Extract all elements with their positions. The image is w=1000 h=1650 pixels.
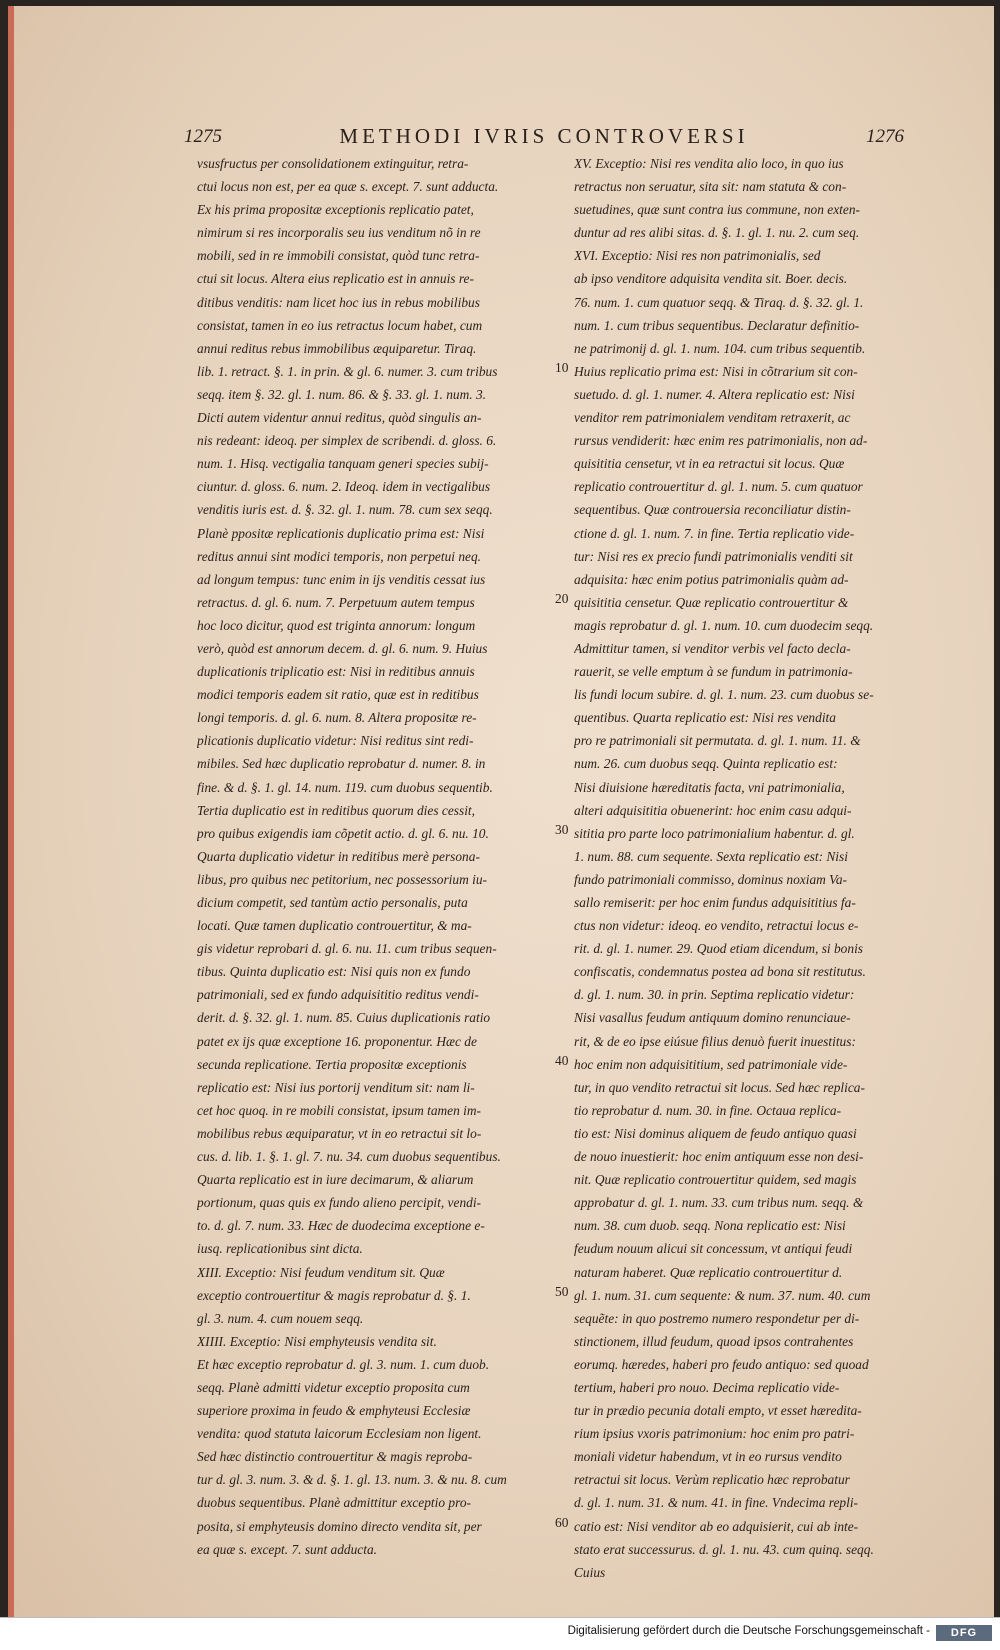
page-number-right: 1276: [866, 126, 904, 147]
text-line: nis redeant: ideoq. per simplex de scribendi. d. gloss. 6.: [197, 433, 497, 449]
text-line: gis videtur reprobari d. gl. 6. nu. 11. cum tribus sequen-: [197, 941, 497, 957]
text-line: quentibus. Quarta replicatio est: Nisi res vendita: [574, 710, 836, 726]
text-line: verò, quòd est annorum decem. d. gl. 6. num. 9. Huius: [197, 640, 488, 656]
text-line: retractui sit locus. Verùm replicatio hæc reprobatur: [574, 1472, 850, 1488]
text-line: feudum nouum alicui sit concessum, vt antiqui feudi: [574, 1241, 853, 1257]
text-line: Quarta duplicatio videtur in reditibus merè persona-: [197, 848, 480, 864]
text-line: mobilibus rebus æquiparatur, vt in eo retractui sit lo-: [197, 1125, 482, 1141]
text-line: 76. num. 1. cum quatuor seqq. & Tiraq. d. §. 32. gl. 1.: [574, 294, 864, 310]
text-line: sequentibus. Quæ controuersia reconciliatur distin-: [574, 502, 851, 518]
text-line: Quarta replicatio est in iure decimarum, & aliarum: [197, 1172, 474, 1188]
left-text-column: [197, 152, 557, 1561]
text-line: Sed hæc distinctio controuertitur & magis reproba-: [197, 1449, 473, 1465]
text-line: tibus. Quinta duplicatio est: Nisi quis non ex fundo: [197, 964, 471, 980]
text-line: sititia pro parte loco patrimonialium habentur. d. gl.: [574, 825, 855, 841]
text-line: patet ex ijs quæ exceptione 16. proponentur. Hæc de: [197, 1033, 477, 1049]
text-line: pro quibus exigendis iam cõpetit actio. d. gl. 6. nu. 10.: [197, 825, 489, 841]
text-line: rursus vendiderit: hæc enim res patrimonialis, non ad-: [574, 433, 868, 449]
line-number: 20: [555, 590, 569, 606]
text-line: alteri adquisititia obuenerint: hoc enim casu adqui-: [574, 802, 852, 818]
text-line: magis reprobatur d. gl. 1. num. 10. cum duodecim seqq.: [574, 617, 874, 633]
right-text-column: [574, 152, 934, 1584]
text-line: pro re patrimoniali sit permutata. d. gl. 1. num. 11. &: [574, 733, 861, 749]
text-line: ctui locus non est, per ea quæ s. except. 7. sunt adducta.: [197, 179, 499, 195]
text-line: replicatio controuertitur d. gl. 1. num. 5. cum quatuor: [574, 479, 863, 495]
text-line: stato erat successurus. d. gl. 1. nu. 43. cum quinq. seqq.: [574, 1541, 874, 1557]
line-number: 10: [555, 359, 569, 375]
text-line: lib. 1. retract. §. 1. in prin. & gl. 6. numer. 3. cum tribus: [197, 363, 498, 379]
text-line: rium ipsius vxoris patrimonium: hoc enim pro patri-: [574, 1426, 855, 1442]
text-line: hoc loco dicitur, quod est triginta annorum: longum: [197, 617, 476, 633]
text-line: consistat, tamen in eo ius retractus locum habet, cum: [197, 317, 483, 333]
line-number: 30: [555, 821, 569, 837]
page-header: [184, 124, 904, 154]
text-line: fine. & d. §. 1. gl. 14. num. 119. cum duobus sequentib.: [197, 779, 493, 795]
line-number: 50: [555, 1283, 569, 1299]
text-line: Nisi diuisione hæreditatis facta, vni patrimonialia,: [574, 779, 845, 795]
text-line: 1. num. 88. cum sequente. Sexta replicatio est: Nisi: [574, 848, 848, 864]
text-line: approbatur d. gl. 1. num. 33. cum tribus num. seqq. &: [574, 1195, 864, 1211]
text-line: sequẽte: in quo postremo numero respondetur per di-: [574, 1310, 860, 1326]
text-line: num. 38. cum duob. seqq. Nona replicatio est: Nisi: [574, 1218, 846, 1234]
line-number: 60: [555, 1514, 569, 1530]
text-line: tur d. gl. 3. num. 3. & d. §. 1. gl. 13. num. 3. & nu. 8. cum: [197, 1472, 507, 1488]
text-line: seqq. Planè admitti videtur exceptio proposita cum: [197, 1379, 470, 1395]
text-line: Ex his prima propositæ exceptionis replicatio patet,: [197, 202, 474, 218]
text-line: gl. 3. num. 4. cum nouem seqq.: [197, 1310, 364, 1326]
text-line: posita, si emphyteusis domino directo vendita sit, per: [197, 1518, 482, 1534]
text-line: duplicationis triplicatio est: Nisi in reditibus annuis: [197, 664, 475, 680]
text-line: rit. d. gl. 1. numer. 29. Quod etiam dicendum, si bonis: [574, 941, 864, 957]
text-line: to. d. gl. 7. num. 33. Hæc de duodecima exceptione e-: [197, 1218, 485, 1234]
text-line: retractus. d. gl. 6. num. 7. Perpetuum autem tempus: [197, 594, 475, 610]
text-line: sallo remiserit: per hoc enim fundus adquisititius fa-: [574, 895, 856, 910]
text-line: rit, & de eo ipse eiúsue filius denuò fuerit inuestitus:: [574, 1033, 856, 1049]
text-line: ctui sit locus. Altera eius replicatio est in annuis re-: [197, 271, 474, 287]
text-line: ctus non videtur: ideoq. eo vendito, retractui locus e-: [574, 918, 859, 934]
text-line: d. gl. 1. num. 31. & num. 41. in fine. Vndecima repli-: [574, 1495, 859, 1511]
text-line: modici temporis eadem sit ratio, quæ est in reditibus: [197, 687, 479, 703]
text-line: Dicti autem videntur annui reditus, quòd singulis an-: [197, 410, 482, 426]
text-line: confiscatis, condemnatus postea ad bona sit restitutus.: [574, 964, 866, 980]
text-line: Planè ppositæ replicationis duplicatio prima est: Nisi: [197, 525, 485, 541]
text-line: venditis iuris est. d. §. 32. gl. 1. num. 78. cum sex seqq.: [197, 502, 493, 518]
text-line: suetudines, quæ sunt contra ius commune, non exten-: [574, 202, 860, 218]
text-line: vendita: quod statuta laicorum Ecclesiam non ligent.: [197, 1426, 482, 1442]
text-line: Et hæc exceptio reprobatur d. gl. 3. num. 1. cum duob.: [197, 1356, 490, 1372]
page-number-left: 1275: [184, 126, 222, 147]
text-line: eorumq. hæredes, haberi pro feudo antiquo: sed quoad: [574, 1356, 869, 1372]
digitization-footer: [0, 1617, 1000, 1650]
text-line: hoc enim non adquisititium, sed patrimoniale vide-: [574, 1056, 848, 1072]
running-title: METHODI IVRIS CONTROVERSI: [339, 124, 749, 148]
text-line: de nouo inuestierit: hoc enim antiquum esse non desi-: [574, 1149, 864, 1165]
text-line: tur: Nisi res ex precio fundi patrimonialis venditi sit: [574, 548, 853, 564]
text-line: annui reditus rebus immobilibus æquiparetur. Tiraq.: [197, 340, 477, 356]
text-line: venditor rem patrimonialem venditam retraxerit, ac: [574, 410, 851, 426]
text-line: dicium competit, sed tantùm actio personalis, puta: [197, 895, 468, 910]
text-line: locati. Quæ tamen duplicatio controuertitur, & ma-: [197, 918, 472, 934]
text-line: retractus non seruatur, sita sit: nam statuta & con-: [574, 179, 847, 195]
text-line: derit. d. §. 32. gl. 1. num. 85. Cuius duplicationis ratio: [197, 1010, 491, 1026]
text-line: Cuius: [574, 1564, 606, 1580]
text-line: nimirum si res incorporalis seu ius venditum nõ in re: [197, 225, 481, 241]
text-line: lis fundi locum subire. d. gl. 1. num. 23. cum duobus se-: [574, 687, 874, 703]
text-line: Huius replicatio prima est: Nisi in cõtrarium sit con-: [574, 363, 858, 379]
text-line: iusq. replicationibus sint dicta.: [197, 1241, 363, 1257]
text-line: duobus sequentibus. Planè admittitur exceptio pro-: [197, 1495, 471, 1511]
text-line: Tertia duplicatio est in reditibus quorum dies cessit,: [197, 802, 475, 818]
text-line: XIII. Exceptio: Nisi feudum venditum sit. Quæ: [197, 1264, 445, 1280]
dfg-logo: DFG: [936, 1625, 992, 1641]
text-line: d. gl. 1. num. 30. in prin. Septima replicatio videtur:: [574, 987, 855, 1003]
text-line: ea quæ s. except. 7. sunt adducta.: [197, 1541, 377, 1557]
text-line: portionum, quas quis ex fundo alieno percipit, vendi-: [197, 1195, 482, 1211]
text-line: secunda replicatione. Tertia propositæ exceptionis: [197, 1056, 467, 1072]
text-line: mibiles. Sed hæc duplicatio reprobatur d. numer. 8. in: [197, 756, 486, 772]
text-line: adquisita: hæc enim potius patrimonialis quàm ad-: [574, 571, 849, 587]
text-line: patrimoniali, sed ex fundo adquisititio reditus vendi-: [197, 987, 479, 1003]
text-line: ctione d. gl. 1. num. 7. in fine. Tertia replicatio vide-: [574, 525, 855, 541]
text-line: tio reprobatur d. num. 30. in fine. Octaua replica-: [574, 1102, 842, 1118]
text-line: XIIII. Exceptio: Nisi emphyteusis vendita sit.: [197, 1333, 437, 1349]
text-line: duntur ad res alibi sitas. d. §. 1. gl. 1. nu. 2. cum seq.: [574, 225, 860, 241]
text-line: reditus annui sint modici temporis, non perpetui neq.: [197, 548, 482, 564]
text-line: mobili, sed in re immobili consistat, quòd tunc retra-: [197, 248, 480, 264]
text-line: tur, in quo vendito retractui sit locus. Sed hæc replica-: [574, 1079, 865, 1095]
text-line: longi temporis. d. gl. 6. num. 8. Altera propositæ re-: [197, 710, 477, 726]
text-line: Admittitur tamen, si venditor verbis vel facto decla-: [574, 640, 851, 656]
text-line: cet hoc quoq. in re mobili consistat, ipsum tamen im-: [197, 1102, 482, 1118]
text-line: num. 1. Hisq. vectigalia tanquam generi species subij-: [197, 456, 489, 472]
text-line: nit. Quæ replicatio controuertitur quidem, sed magis: [574, 1172, 857, 1188]
text-line: rauerit, se velle emptum à se fundum in patrimonia-: [574, 664, 853, 680]
text-line: num. 1. cum tribus sequentibus. Declaratur definitio-: [574, 317, 860, 333]
text-line: quisititia censetur, vt in ea retractui sit locus. Quæ: [574, 456, 845, 472]
text-line: ciuntur. d. gloss. 6. num. 2. Ideoq. idem in vectigalibus: [197, 479, 491, 495]
text-line: suetudo. d. gl. 1. numer. 4. Altera replicatio est: Nisi: [574, 386, 855, 402]
funding-notice: Digitalisierung gefördert durch die Deutsche Forschungsgemeinschaft -: [567, 1625, 930, 1637]
text-line: moniali videtur habendum, vt in eo rursus vendito: [574, 1449, 842, 1465]
text-line: replicatio est: Nisi ius portorij venditum sit: nam li-: [197, 1079, 475, 1095]
text-line: naturam haberet. Quæ replicatio controuertitur d.: [574, 1264, 843, 1280]
text-line: exceptio controuertitur & magis reprobatur d. §. 1.: [197, 1287, 471, 1303]
text-line: cus. d. lib. 1. §. 1. gl. 7. nu. 34. cum duobus sequentibus.: [197, 1149, 501, 1165]
text-line: ad longum tempus: tunc enim in ijs venditis cessat ius: [197, 571, 486, 587]
text-line: vsusfructus per consolidationem extinguitur, retra-: [197, 156, 469, 171]
text-line: gl. 1. num. 31. cum sequente: & num. 37. num. 40. cum: [574, 1287, 871, 1303]
text-line: XV. Exceptio: Nisi res vendita alio loco, in quo ius: [574, 156, 844, 171]
text-line: tertium, haberi pro nouo. Decima replicatio vide-: [574, 1379, 840, 1395]
text-line: tur in prædio pecunia dotali empto, vt esset hæredita-: [574, 1403, 862, 1419]
text-line: libus, pro quibus nec petitorium, nec possessorium iu-: [197, 871, 487, 887]
line-number: 40: [555, 1052, 569, 1068]
text-line: fundo patrimoniali commisso, dominus noxiam Va-: [574, 871, 848, 887]
text-line: ne patrimonij d. gl. 1. num. 104. cum tribus sequentib.: [574, 340, 866, 356]
text-line: Nisi vasallus feudum antiquum domino renunciaue-: [574, 1010, 851, 1026]
text-line: XVI. Exceptio: Nisi res non patrimonialis, sed: [574, 248, 821, 264]
text-line: seqq. item §. 32. gl. 1. num. 86. & §. 33. gl. 1. num. 3.: [197, 386, 487, 402]
text-line: catio est: Nisi venditor ab eo adquisierit, cui ab inte-: [574, 1518, 859, 1534]
text-line: quisititia censetur. Quæ replicatio controuertitur &: [574, 594, 849, 610]
text-line: ditibus venditis: nam licet hoc ius in rebus mobilibus: [197, 294, 480, 310]
text-line: stinctionem, illud feudum, quoad ipsos contrahentes: [574, 1333, 854, 1349]
text-line: plicationis duplicatio videtur: Nisi reditus sint redi-: [197, 733, 474, 749]
text-line: ab ipso venditore adquisita vendita sit. Boer. decis.: [574, 271, 848, 287]
text-line: superiore proxima in feudo & emphyteusi Ecclesiæ: [197, 1403, 471, 1419]
text-line: num. 26. cum duobus seqq. Quinta replicatio est:: [574, 756, 838, 772]
book-page: [8, 6, 994, 1618]
text-line: tio est: Nisi dominus aliquem de feudo antiquo quasi: [574, 1125, 857, 1141]
